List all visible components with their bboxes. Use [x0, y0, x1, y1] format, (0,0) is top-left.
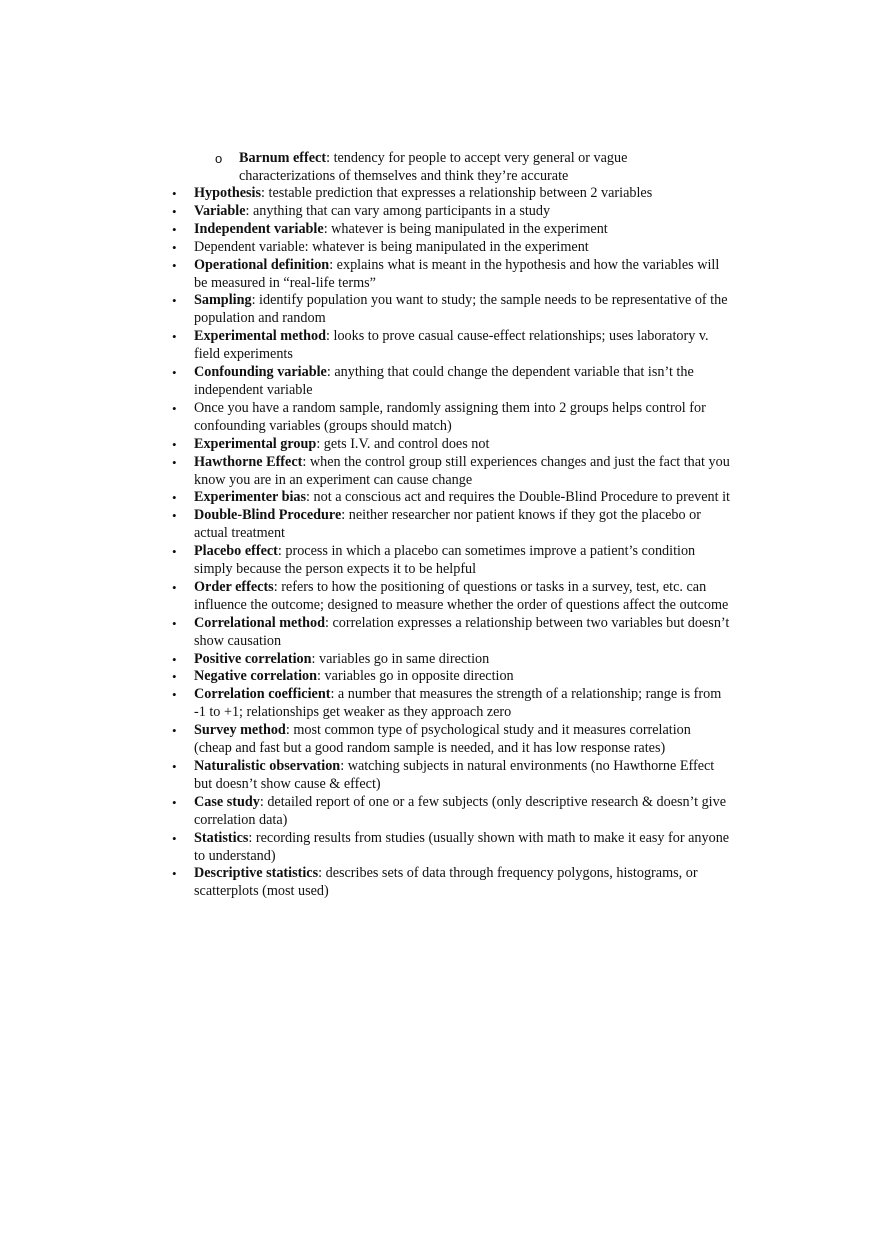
term-definition: : neither researcher nor patient knows if they got the placebo or actual treatment — [194, 507, 701, 542]
term-label: Experimenter bias — [194, 489, 307, 506]
list-item — [170, 543, 732, 579]
term-definition: : detailed report of one or a few subjects (only descriptive research & doesn’t give correlation data) — [194, 793, 727, 828]
term-definition: Dependent variable: whatever is being manipulated in the experiment — [194, 238, 589, 255]
list-item — [170, 865, 732, 901]
bullet-icon: • — [172, 221, 177, 237]
term-definition: : looks to prove casual cause-effect relationships; uses laboratory v. field experiments — [194, 328, 709, 363]
term-definition: : correlation expresses a relationship between two variables but doesn’t show causation — [194, 614, 730, 649]
bullet-icon: • — [172, 615, 177, 631]
term-label: Experimental method — [194, 328, 327, 345]
term-label: Barnum effect — [239, 150, 327, 166]
term-label: Operational definition — [194, 256, 330, 273]
list-item — [170, 579, 732, 615]
bullet-icon: • — [172, 400, 177, 416]
list-item — [170, 328, 732, 364]
bullet-icon: • — [172, 669, 177, 685]
term-definition: : refers to how the positioning of questions or tasks in a survey, test, etc. can influence the outcome; designed to measure whether the order of questions affect the outcome — [194, 578, 729, 613]
term-label: Statistics — [194, 829, 249, 846]
term-label: Variable — [194, 202, 246, 219]
bullet-icon: • — [172, 365, 177, 381]
list-item — [170, 436, 732, 454]
term-definition: : a number that measures the strength of a relationship; range is from -1 to +1; relationships get weaker as they approach zero — [194, 686, 722, 721]
bullet-icon: • — [172, 866, 177, 882]
list-item — [170, 615, 732, 651]
term-definition: : watching subjects in natural environments (no Hawthorne Effect but doesn’t show cause & effect) — [194, 758, 715, 792]
term-definition: : describes sets of data through frequency polygons, histograms, or scatterplots (most used) — [194, 865, 698, 900]
bullet-icon: • — [172, 239, 177, 255]
term-definition: : whatever is being manipulated in the experiment — [323, 220, 608, 237]
bullet-icon: • — [172, 579, 177, 595]
sub-bullet-list — [215, 150, 695, 186]
list-item — [170, 651, 732, 669]
term-label: Confounding variable — [194, 364, 327, 381]
list-item — [170, 507, 732, 543]
bullet-icon: • — [172, 830, 177, 846]
term-definition: : explains what is meant in the hypothesis and how the variables will be measured in “real-life terms” — [194, 256, 720, 291]
term-definition: : testable prediction that expresses a relationship between 2 variables — [261, 185, 653, 201]
list-item — [170, 489, 732, 507]
bullet-icon: • — [172, 723, 177, 739]
term-label: Order effects — [194, 578, 274, 595]
bullet-icon: • — [172, 454, 177, 470]
term-definition: : recording results from studies (usually shown with math to make it easy for anyone to understand) — [194, 829, 730, 864]
term-label: Case study — [194, 793, 260, 810]
list-item — [170, 239, 732, 257]
term-label: Hypothesis — [194, 185, 262, 201]
sub-list-item-barnum-effect — [215, 150, 695, 186]
list-item — [170, 364, 732, 400]
term-definition: Once you have a random sample, randomly assigning them into 2 groups helps control for confounding variables (groups should match) — [194, 399, 706, 434]
list-item — [170, 454, 732, 490]
bullet-icon: • — [172, 186, 177, 201]
bullet-icon: • — [172, 490, 177, 506]
list-item — [170, 185, 732, 203]
term-definition: : anything that can vary among participants in a study — [245, 202, 551, 219]
list-item — [170, 400, 732, 436]
term-definition: : not a conscious act and requires the Double-Blind Procedure to prevent it — [306, 489, 730, 506]
list-item — [170, 668, 732, 686]
term-definition: : gets I.V. and control does not — [316, 435, 490, 452]
list-item — [170, 257, 732, 293]
term-label: Sampling — [194, 292, 252, 309]
bullet-icon: • — [172, 203, 177, 219]
bullet-list — [170, 185, 732, 901]
term-label: Descriptive statistics — [194, 865, 319, 882]
term-label: Positive correlation — [194, 650, 312, 667]
term-definition: : most common type of psychological study and it measures correlation (cheap and fast but a good random sample is needed, and it has low response rates) — [194, 722, 691, 757]
bullet-icon: • — [172, 759, 177, 774]
term-definition: : identify population you want to study; the sample needs to be representative of the population and random — [194, 292, 728, 327]
bullet-icon: • — [172, 508, 177, 524]
term-definition: : when the control group still experiences changes and just the fact that you know you are in an experiment can cause change — [194, 453, 730, 488]
term-label: Naturalistic observation — [194, 758, 341, 774]
term-label: Correlation coefficient — [194, 686, 331, 703]
term-label: Placebo effect — [194, 543, 278, 560]
list-item — [170, 221, 732, 239]
bullet-icon: • — [172, 651, 177, 667]
bullet-icon: • — [172, 293, 177, 309]
term-label: Hawthorne Effect — [194, 453, 303, 470]
term-definition: : tendency for people to accept very general or vague characterizations of themselves and think they’re accurate — [239, 150, 628, 184]
bullet-icon: • — [172, 257, 177, 273]
bullet-icon: • — [172, 329, 177, 345]
list-item — [170, 292, 732, 328]
bullet-icon: • — [172, 794, 177, 810]
term-label: Double-Blind Procedure — [194, 507, 342, 524]
list-item — [170, 203, 732, 221]
bullet-icon: • — [172, 544, 177, 560]
term-definition: : variables go in opposite direction — [317, 668, 514, 685]
list-item — [170, 758, 732, 794]
list-item — [170, 830, 732, 866]
list-item — [170, 722, 732, 758]
term-definition: : process in which a placebo can sometimes improve a patient’s condition simply because the person expects it to be helpful — [194, 543, 696, 578]
circle-bullet-icon: o — [215, 151, 223, 166]
term-label: Experimental group — [194, 435, 317, 452]
bullet-icon: • — [172, 687, 177, 703]
list-item — [170, 794, 732, 830]
term-label: Correlational method — [194, 614, 325, 631]
bullet-icon: • — [172, 436, 177, 452]
term-definition: : anything that could change the dependent variable that isn’t the independent variable — [194, 364, 694, 398]
term-label: Survey method — [194, 722, 286, 739]
term-label: Independent variable — [194, 220, 324, 237]
term-definition: : variables go in same direction — [311, 650, 490, 667]
list-item — [170, 686, 732, 722]
term-label: Negative correlation — [194, 668, 318, 685]
